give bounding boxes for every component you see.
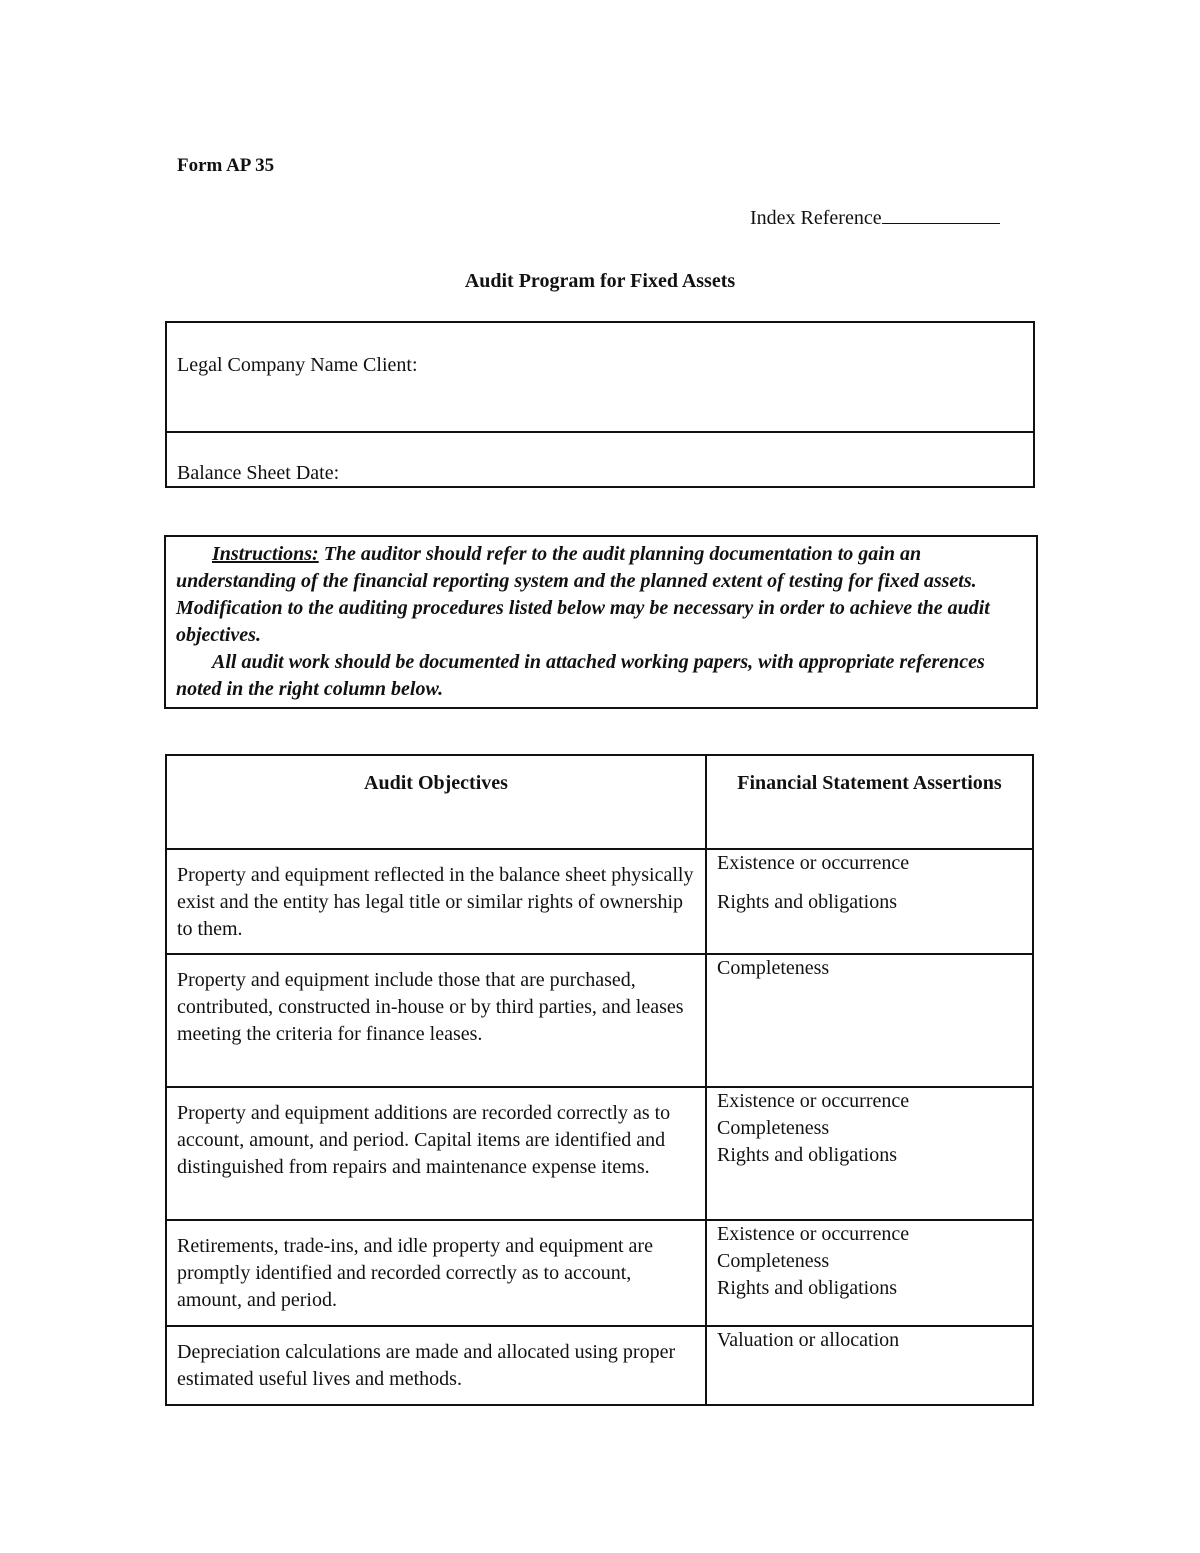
assertion-cell xyxy=(706,1087,1033,1220)
table-row xyxy=(166,1326,1033,1405)
table-row xyxy=(166,849,1033,954)
assertion-item: Rights and obligations xyxy=(717,1277,897,1299)
instructions-text-1: The auditor should refer to the audit planning documentation to gain an understanding of the financial reporting system and the planned extent of testing for fixed assets. Modification to the auditing procedures listed below may be necessary in order to achieve the audit objectives. xyxy=(176,543,990,646)
assertion-item: Rights and obligations xyxy=(717,891,897,913)
instructions-paragraph-2: All audit work should be documented in attached working papers, with appropriate references noted in the right column below. xyxy=(176,651,985,700)
table-header-row xyxy=(166,755,1033,849)
assertion-cell xyxy=(706,1326,1033,1405)
assertion-item: Valuation or allocation xyxy=(717,1329,900,1351)
assertion-item: Completeness xyxy=(717,1117,830,1139)
assertion-item: Existence or occurrence xyxy=(717,852,910,874)
assertion-item: Completeness xyxy=(717,1250,830,1272)
balance-sheet-date-label: Balance Sheet Date: xyxy=(177,462,340,484)
assertion-cell xyxy=(706,849,1033,954)
table-row xyxy=(166,1087,1033,1220)
assertion-item: Completeness xyxy=(717,957,830,979)
assertion-cell xyxy=(706,1220,1033,1326)
objective-cell: Retirements, trade-ins, and idle property and equipment are promptly identified and recorded correctly as to account, amount, and period. xyxy=(166,1220,706,1326)
index-reference xyxy=(750,203,1000,230)
index-reference-blank[interactable] xyxy=(882,203,1000,224)
assertion-cell xyxy=(706,954,1033,1087)
objective-cell: Property and equipment include those that are purchased, contributed, constructed in-house or by third parties, and leases meeting the criteria for finance leases. xyxy=(166,954,706,1087)
objective-cell: Property and equipment reflected in the balance sheet physically exist and the entity has legal title or similar rights of ownership to them. xyxy=(166,849,706,954)
instructions-box xyxy=(164,535,1038,709)
instructions-lead: Instructions: xyxy=(212,543,319,565)
assertion-item: Existence or occurrence xyxy=(717,1090,910,1112)
balance-sheet-date-row[interactable] xyxy=(167,433,1033,486)
objective-cell: Depreciation calculations are made and allocated using proper estimated useful lives and methods. xyxy=(166,1326,706,1405)
index-reference-label: Index Reference xyxy=(750,207,882,229)
client-info-box xyxy=(165,321,1035,488)
objective-cell: Property and equipment additions are recorded correctly as to account, amount, and period. Capital items are identified and distinguished from repairs and maintenance expense items. xyxy=(166,1087,706,1220)
audit-objectives-table xyxy=(165,754,1034,1406)
page-title: Audit Program for Fixed Assets xyxy=(464,270,736,292)
header-audit-objectives: Audit Objectives xyxy=(166,755,706,849)
company-name-label: Legal Company Name Client: xyxy=(177,354,418,376)
assertion-item: Rights and obligations xyxy=(717,1144,897,1166)
instructions-paragraph-1 xyxy=(176,541,1028,649)
table-row xyxy=(166,954,1033,1087)
table-row xyxy=(166,1220,1033,1326)
form-id: Form AP 35 xyxy=(177,155,275,176)
assertion-item: Existence or occurrence xyxy=(717,1223,910,1245)
header-assertions: Financial Statement Assertions xyxy=(706,755,1033,849)
company-name-row[interactable] xyxy=(167,323,1033,433)
